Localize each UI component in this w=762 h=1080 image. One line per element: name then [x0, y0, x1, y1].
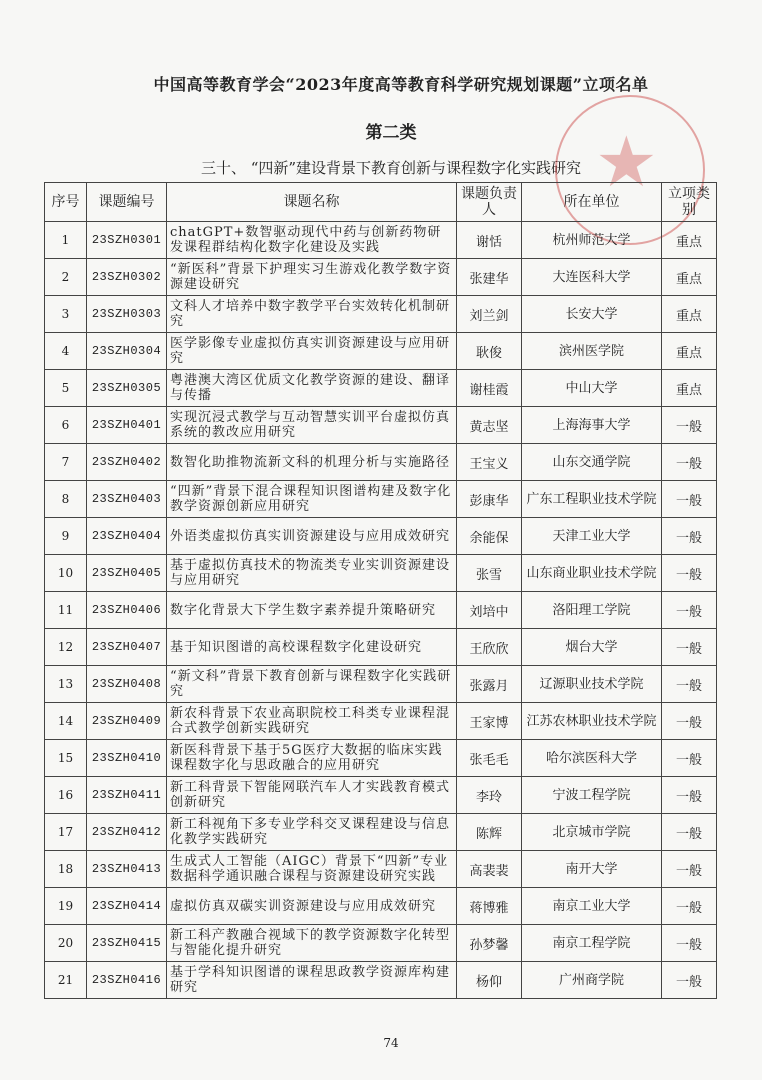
project-name: 数智化助推物流新文科的机理分析与实施路径	[167, 444, 457, 481]
project-name: chatGPT+数智驱动现代中药与创新药物研发课程群结构化数字化建设及实践	[167, 222, 457, 259]
project-unit: 烟台大学	[522, 629, 662, 666]
project-code: 23SZH0407	[87, 629, 167, 666]
project-leader: 张露月	[457, 666, 522, 703]
project-code: 23SZH0303	[87, 296, 167, 333]
project-name: 粤港澳大湾区优质文化教学资源的建设、翻译与传播	[167, 370, 457, 407]
table-row	[45, 333, 717, 370]
project-leader: 王家博	[457, 703, 522, 740]
project-code: 23SZH0410	[87, 740, 167, 777]
project-unit: 滨州医学院	[522, 333, 662, 370]
table-row	[45, 888, 717, 925]
table-row	[45, 925, 717, 962]
project-type: 一般	[662, 666, 717, 703]
section-heading: 三十、 “四新”建设背景下教育创新与课程数字化实践研究	[200, 159, 582, 177]
project-code: 23SZH0413	[87, 851, 167, 888]
row-number: 11	[45, 592, 87, 629]
project-leader: 张雪	[457, 555, 522, 592]
project-code: 23SZH0305	[87, 370, 167, 407]
project-unit: 广东工程职业技术学院	[522, 481, 662, 518]
row-number: 1	[45, 222, 87, 259]
project-type: 一般	[662, 851, 717, 888]
row-number: 17	[45, 814, 87, 851]
project-unit: 中山大学	[522, 370, 662, 407]
project-name: 数字化背景大下学生数字素养提升策略研究	[167, 592, 457, 629]
project-name: 医学影像专业虚拟仿真实训资源建设与应用研究	[167, 333, 457, 370]
project-type: 一般	[662, 629, 717, 666]
project-type: 重点	[662, 222, 717, 259]
table-row	[45, 703, 717, 740]
project-leader: 蒋博雅	[457, 888, 522, 925]
project-name: 基于知识图谱的高校课程数字化建设研究	[167, 629, 457, 666]
project-name: 文科人才培养中数字教学平台实效转化机制研究	[167, 296, 457, 333]
project-name: 虚拟仿真双碳实训资源建设与应用成效研究	[167, 888, 457, 925]
project-code: 23SZH0406	[87, 592, 167, 629]
star-icon: ★	[595, 121, 658, 203]
table-row	[45, 518, 717, 555]
table-header-row	[45, 183, 717, 222]
row-number: 18	[45, 851, 87, 888]
project-leader: 王欣欣	[457, 629, 522, 666]
project-type: 重点	[662, 259, 717, 296]
project-code: 23SZH0409	[87, 703, 167, 740]
row-number: 7	[45, 444, 87, 481]
project-unit: 南京工业大学	[522, 888, 662, 925]
project-code: 23SZH0403	[87, 481, 167, 518]
project-name: “新文科”背景下教育创新与课程数字化实践研究	[167, 666, 457, 703]
project-type: 一般	[662, 740, 717, 777]
project-unit: 广州商学院	[522, 962, 662, 999]
project-leader: 张毛毛	[457, 740, 522, 777]
project-unit: 宁波工程学院	[522, 777, 662, 814]
table-row	[45, 629, 717, 666]
table-body	[45, 222, 717, 999]
row-number: 6	[45, 407, 87, 444]
project-table	[44, 182, 717, 999]
column-header: 序号	[45, 183, 87, 222]
project-unit: 大连医科大学	[522, 259, 662, 296]
project-leader: 彭康华	[457, 481, 522, 518]
category-heading: 第二类	[365, 123, 417, 143]
project-code: 23SZH0412	[87, 814, 167, 851]
project-type: 重点	[662, 370, 717, 407]
column-header: 立项类别	[662, 183, 717, 222]
project-leader: 黄志坚	[457, 407, 522, 444]
project-unit: 洛阳理工学院	[522, 592, 662, 629]
project-unit: 辽源职业技术学院	[522, 666, 662, 703]
table-row	[45, 444, 717, 481]
row-number: 10	[45, 555, 87, 592]
project-leader: 孙梦馨	[457, 925, 522, 962]
row-number: 5	[45, 370, 87, 407]
project-name: “四新”背景下混合课程知识图谱构建及数字化教学资源创新应用研究	[167, 481, 457, 518]
project-name: 新工科视角下多专业学科交叉课程建设与信息化教学实践研究	[167, 814, 457, 851]
table-row	[45, 481, 717, 518]
row-number: 14	[45, 703, 87, 740]
project-unit: 南京工程学院	[522, 925, 662, 962]
column-header: 课题负责人	[457, 183, 522, 222]
project-name: 新工科产教融合视域下的教学资源数字化转型与智能化提升研究	[167, 925, 457, 962]
project-type: 一般	[662, 888, 717, 925]
row-number: 20	[45, 925, 87, 962]
project-name: 实现沉浸式教学与互动智慧实训平台虚拟仿真系统的教改应用研究	[167, 407, 457, 444]
project-type: 一般	[662, 481, 717, 518]
project-leader: 高裴裴	[457, 851, 522, 888]
project-leader: 刘培中	[457, 592, 522, 629]
project-name: 基于学科知识图谱的课程思政教学资源库构建研究	[167, 962, 457, 999]
project-code: 23SZH0404	[87, 518, 167, 555]
row-number: 2	[45, 259, 87, 296]
project-unit: 北京城市学院	[522, 814, 662, 851]
column-header: 课题编号	[87, 183, 167, 222]
row-number: 21	[45, 962, 87, 999]
project-unit: 杭州师范大学	[522, 222, 662, 259]
table-row	[45, 592, 717, 629]
project-type: 重点	[662, 333, 717, 370]
table-row	[45, 851, 717, 888]
project-name: “新医科”背景下护理实习生游戏化教学数字资源建设研究	[167, 259, 457, 296]
table-row	[45, 666, 717, 703]
project-code: 23SZH0416	[87, 962, 167, 999]
table-row	[45, 777, 717, 814]
project-name: 生成式人工智能（AIGC）背景下“四新”专业数据科学通识融合课程与资源建设研究实践	[167, 851, 457, 888]
project-type: 一般	[662, 592, 717, 629]
row-number: 3	[45, 296, 87, 333]
project-unit: 南开大学	[522, 851, 662, 888]
project-code: 23SZH0402	[87, 444, 167, 481]
project-code: 23SZH0414	[87, 888, 167, 925]
project-code: 23SZH0301	[87, 222, 167, 259]
table-row	[45, 296, 717, 333]
project-type: 一般	[662, 444, 717, 481]
project-unit: 山东商业职业技术学院	[522, 555, 662, 592]
project-type: 一般	[662, 925, 717, 962]
project-type: 一般	[662, 518, 717, 555]
project-name: 新医科背景下基于5G医疗大数据的临床实践课程数字化与思政融合的应用研究	[167, 740, 457, 777]
column-header: 课题名称	[167, 183, 457, 222]
row-number: 9	[45, 518, 87, 555]
row-number: 16	[45, 777, 87, 814]
project-unit: 江苏农林职业技术学院	[522, 703, 662, 740]
table-row	[45, 407, 717, 444]
project-type: 重点	[662, 296, 717, 333]
page-number: 74	[383, 1036, 399, 1050]
project-name: 基于虚拟仿真技术的物流类专业实训资源建设与应用研究	[167, 555, 457, 592]
project-unit: 山东交通学院	[522, 444, 662, 481]
project-type: 一般	[662, 814, 717, 851]
project-leader: 李玲	[457, 777, 522, 814]
project-type: 一般	[662, 407, 717, 444]
project-unit: 上海海事大学	[522, 407, 662, 444]
project-name: 新农科背景下农业高职院校工科类专业课程混合式教学创新实践研究	[167, 703, 457, 740]
project-leader: 杨仰	[457, 962, 522, 999]
project-code: 23SZH0401	[87, 407, 167, 444]
table-row	[45, 222, 717, 259]
row-number: 4	[45, 333, 87, 370]
table-row	[45, 259, 717, 296]
row-number: 12	[45, 629, 87, 666]
table-row	[45, 370, 717, 407]
project-unit: 天津工业大学	[522, 518, 662, 555]
project-leader: 谢桂霞	[457, 370, 522, 407]
project-type: 一般	[662, 703, 717, 740]
row-number: 15	[45, 740, 87, 777]
row-number: 13	[45, 666, 87, 703]
project-unit: 哈尔滨医科大学	[522, 740, 662, 777]
project-name: 新工科背景下智能网联汽车人才实践教育模式创新研究	[167, 777, 457, 814]
project-code: 23SZH0302	[87, 259, 167, 296]
project-leader: 王宝义	[457, 444, 522, 481]
project-code: 23SZH0405	[87, 555, 167, 592]
project-code: 23SZH0415	[87, 925, 167, 962]
project-type: 一般	[662, 962, 717, 999]
project-code: 23SZH0408	[87, 666, 167, 703]
project-code: 23SZH0304	[87, 333, 167, 370]
project-code: 23SZH0411	[87, 777, 167, 814]
project-unit: 长安大学	[522, 296, 662, 333]
project-type: 一般	[662, 777, 717, 814]
project-leader: 刘兰剑	[457, 296, 522, 333]
row-number: 19	[45, 888, 87, 925]
row-number: 8	[45, 481, 87, 518]
column-header: 所在单位	[522, 183, 662, 222]
project-leader: 余能保	[457, 518, 522, 555]
project-type: 一般	[662, 555, 717, 592]
project-leader: 谢恬	[457, 222, 522, 259]
project-leader: 耿俊	[457, 333, 522, 370]
table-row	[45, 814, 717, 851]
project-leader: 陈辉	[457, 814, 522, 851]
table-row	[45, 962, 717, 999]
table-row	[45, 555, 717, 592]
document-title: 中国高等教育学会“2023年度高等教育科学研究规划课题”立项名单	[153, 75, 649, 94]
project-name: 外语类虚拟仿真实训资源建设与应用成效研究	[167, 518, 457, 555]
project-leader: 张建华	[457, 259, 522, 296]
table-row	[45, 740, 717, 777]
